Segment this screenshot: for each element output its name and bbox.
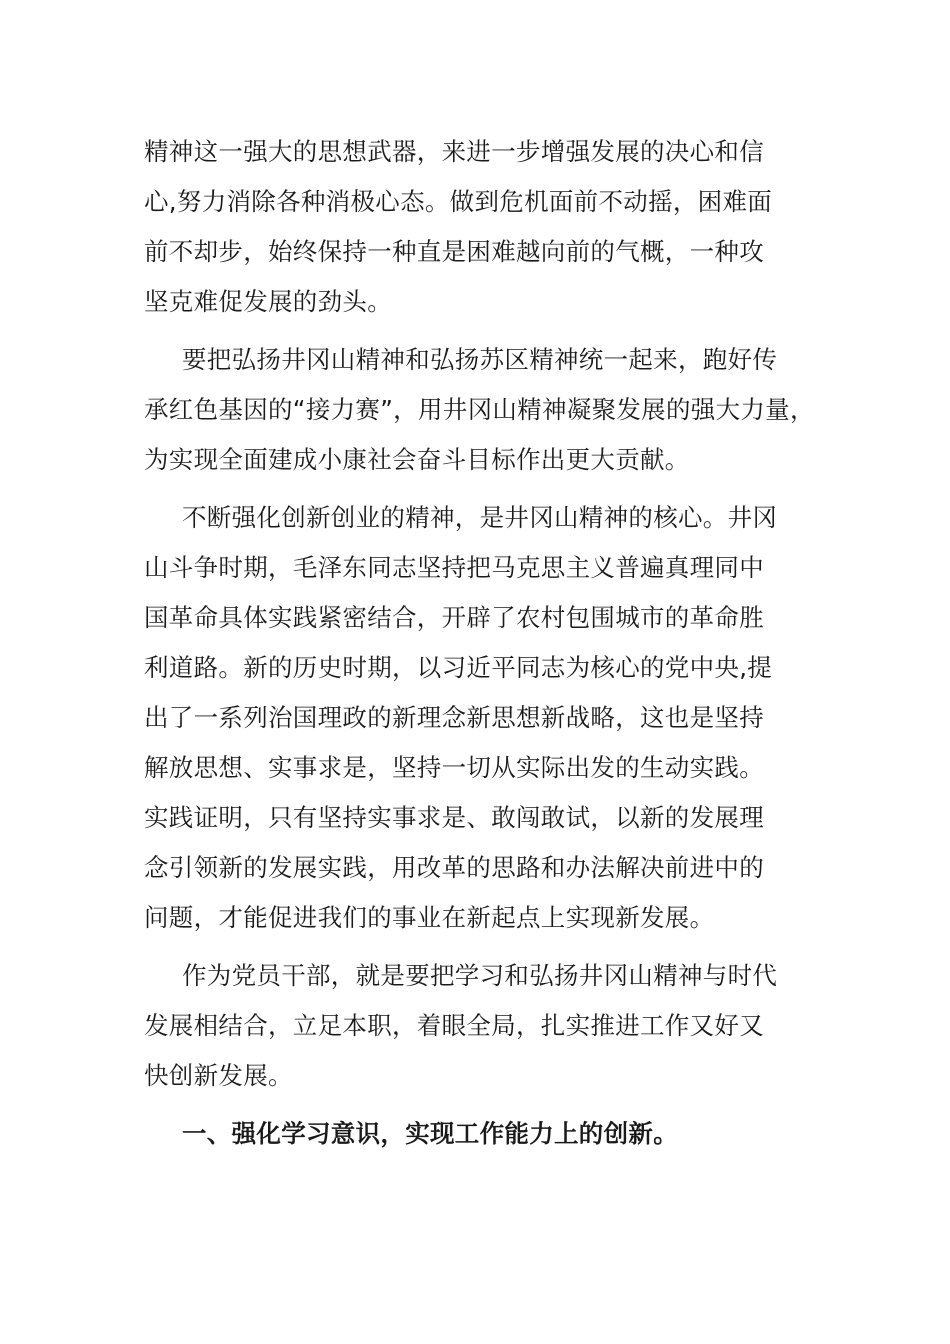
- document-body: [144, 127, 834, 1167]
- text-line: 念引领新的发展实践，用改革的思路和办法解决前进中的: [144, 853, 764, 882]
- text-line: 精神这一强大的思想武器，来进一步增强发展的决心和信: [144, 137, 764, 166]
- text-line: 问题，才能促进我们的事业在新起点上实现新发展。: [144, 903, 715, 932]
- text-line: 要把弘扬井冈山精神和弘扬苏区精神统一起来，跑好传: [182, 345, 778, 374]
- text-line: 出了一系列治国理政的新理念新思想新战略，这也是坚持: [144, 703, 764, 732]
- paragraph-4: [144, 951, 834, 1101]
- heading-text: 一、强化学习意识，实现工作能力上的创新。: [182, 1119, 678, 1148]
- paragraph-2: [144, 335, 834, 485]
- paragraph-3: [144, 493, 834, 943]
- text-line: 山斗争时期，毛泽东同志坚持把马克思主义普遍真理同中: [144, 553, 764, 582]
- text-line: 利道路。新的历史时期，以习近平同志为核心的党中央,提: [144, 653, 773, 682]
- text-line: 实践证明，只有坚持实事求是、敢闯敢试，以新的发展理: [144, 803, 764, 832]
- section-heading: [144, 1109, 834, 1159]
- text-line: 为实现全面建成小康社会奋斗目标作出更大贡献。: [144, 445, 690, 474]
- text-line: 国革命具体实践紧密结合，开辟了农村包围城市的革命胜: [144, 603, 764, 632]
- text-line: 不断强化创新创业的精神，是井冈山精神的核心。井冈: [182, 503, 778, 532]
- text-line: 承红色基因的“接力赛”，用井冈山精神凝聚发展的强大力量，: [144, 395, 815, 424]
- text-line: 解放思想、实事求是，坚持一切从实际出发的生动实践。: [144, 753, 764, 782]
- text-line: 心,努力消除各种消极心态。做到危机面前不动摇，困难面: [144, 187, 773, 216]
- paragraph-1: [144, 127, 834, 327]
- text-line: 前不却步，始终保持一种直是困难越向前的气概，一种攻: [144, 237, 764, 266]
- text-line: 发展相结合，立足本职，着眼全局，扎实推进工作又好又: [144, 1011, 764, 1040]
- text-line: 坚克难促发展的劲头。: [144, 287, 392, 316]
- text-line: 作为党员干部，就是要把学习和弘扬井冈山精神与时代: [182, 961, 778, 990]
- text-line: 快创新发展。: [144, 1061, 293, 1090]
